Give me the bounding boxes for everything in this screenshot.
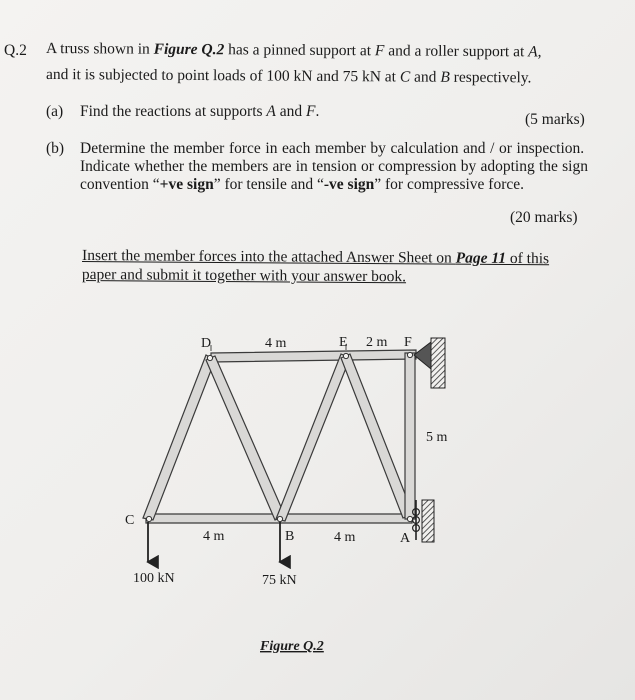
figure-caption: Figure Q.2: [260, 639, 324, 654]
dim-BA: 4 m: [334, 530, 356, 545]
node-label-C: C: [125, 513, 135, 528]
node-label-B: B: [285, 529, 295, 544]
node-label-A: A: [400, 531, 411, 546]
part-b-marks: (20 marks): [510, 209, 578, 226]
answer-sheet-instruction: Insert the member forces into the attached Answer Sheet on Page 11 of this paper and submit it together with your answer book.: [81, 247, 550, 286]
member-BE: [276, 354, 350, 521]
joint-B: [277, 516, 282, 521]
part-b-label: (b): [46, 140, 65, 157]
joint-D: [207, 355, 212, 360]
node-label-F: F: [404, 335, 412, 350]
node-label-E: E: [339, 335, 348, 350]
part-a-text: Find the reactions at supports A and F.: [80, 103, 320, 120]
member-DF: [211, 350, 416, 362]
load-label-B: 75 kN: [262, 573, 297, 588]
node-label-D: D: [201, 336, 212, 351]
joint-A: [407, 516, 412, 521]
joint-F: [407, 352, 412, 357]
question-number: Q.2: [4, 42, 27, 59]
question-line-2: and it is subjected to point loads of 100 kN and 75 kN at C and B respectively.: [45, 66, 532, 87]
member-DB: [206, 356, 285, 520]
dim-FA: 5 m: [426, 430, 448, 445]
joint-C: [146, 516, 151, 521]
dim-DE: 4 m: [265, 336, 287, 351]
joint-E: [343, 353, 348, 358]
question-line-1: A truss shown in Figure Q.2 has a pinned support at F and a roller support at A,: [45, 40, 542, 61]
roller-support-A: [413, 500, 434, 542]
member-CD: [143, 355, 215, 520]
dim-CB: 4 m: [203, 529, 225, 544]
part-a-label: (a): [46, 103, 64, 120]
dim-EF: 2 m: [366, 335, 388, 350]
load-label-C: 100 kN: [133, 571, 175, 586]
part-a-marks: (5 marks): [525, 111, 585, 128]
truss-members: [143, 350, 416, 523]
part-b-text: Determine the member force in each member by calculation and / or inspection. Indicate whether the members are in tension or compression by adopting the sign convention “+ve sign” for tensile and “-ve sign” for compressive force.: [80, 140, 588, 193]
member-EA: [341, 354, 413, 518]
member-FA: [405, 353, 415, 519]
pin-support-F: [414, 338, 445, 388]
